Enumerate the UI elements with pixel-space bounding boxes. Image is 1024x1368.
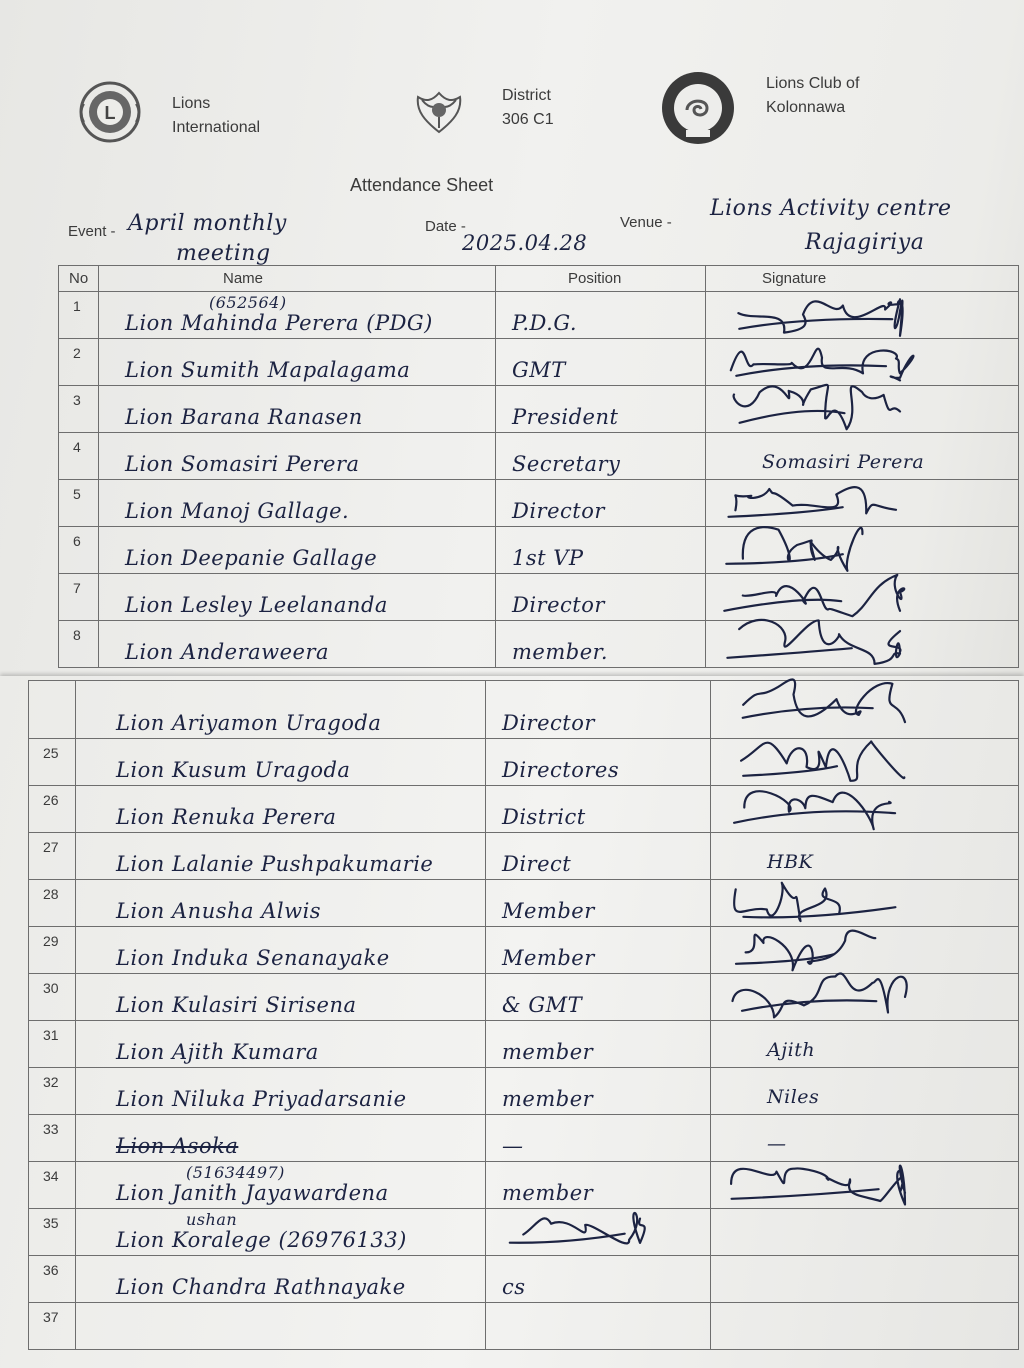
- position-cell: [486, 739, 711, 786]
- row-number: 6: [73, 533, 81, 549]
- name-cell: [76, 833, 486, 880]
- member-name: Lion Manoj Gallage.: [125, 499, 350, 523]
- member-position: Member: [502, 946, 595, 970]
- row-number-cell: [29, 880, 76, 927]
- member-name: Lion Lalanie Pushpakumarie: [116, 852, 434, 876]
- column-header-position: Position: [496, 266, 706, 292]
- signature-stroke: [743, 679, 905, 722]
- signature-stroke: [733, 973, 907, 1017]
- member-name: Lion Lesley Leelananda: [125, 593, 388, 617]
- date-label: Date -: [425, 218, 466, 235]
- name-cell: [99, 339, 496, 386]
- position-cell: [486, 1303, 711, 1350]
- emblem-center: [432, 103, 446, 117]
- row-number: 32: [43, 1074, 59, 1090]
- signature-stroke: [510, 1213, 645, 1243]
- name-cell: [76, 1209, 486, 1256]
- signature-stroke: [734, 791, 895, 829]
- row-number-cell: [59, 621, 99, 668]
- name-cell: [76, 1303, 486, 1350]
- table-row: [29, 786, 1019, 833]
- signature-stroke: [734, 883, 895, 921]
- row-number-cell: [29, 786, 76, 833]
- signature-cell: [711, 1162, 1019, 1209]
- name-cell: [99, 480, 496, 527]
- org3-line2: Kolonnawa: [766, 99, 846, 116]
- row-number: 31: [43, 1027, 59, 1043]
- signature-scribble: [718, 376, 908, 436]
- member-name: Lion Kusum Uragoda: [116, 758, 351, 782]
- member-name: Lion Anderaweera: [125, 640, 330, 664]
- member-position: 1st VP: [512, 546, 584, 570]
- position-cell: [496, 621, 706, 668]
- signature-text: Niles: [767, 1086, 820, 1108]
- table-row: [29, 1256, 1019, 1303]
- member-name: Lion Niluka Priyadarsanie: [116, 1087, 407, 1111]
- row-number-cell: [59, 574, 99, 621]
- row-number-cell: [29, 739, 76, 786]
- signature-scribble: [723, 671, 913, 731]
- table-row: [29, 1209, 1019, 1256]
- row-number-cell: [59, 433, 99, 480]
- row-number-cell: [29, 1162, 76, 1209]
- signature-cell: [711, 1256, 1019, 1303]
- signature-text: —: [767, 1133, 787, 1155]
- member-name: Lion Ariyamon Uragoda: [116, 711, 382, 735]
- position-cell: [486, 974, 711, 1021]
- name-cell: [76, 974, 486, 1021]
- member-position: member: [502, 1087, 594, 1111]
- row-number-cell: [29, 974, 76, 1021]
- table-row: [29, 1068, 1019, 1115]
- member-position: Director: [512, 499, 605, 523]
- row-number: 1: [73, 298, 81, 314]
- member-position: member: [502, 1040, 594, 1064]
- page-title: Attendance Sheet: [350, 175, 494, 195]
- signature-scribble: [723, 1152, 913, 1212]
- position-cell: [486, 1068, 711, 1115]
- signature-stroke: [724, 575, 904, 616]
- position-cell: [486, 1256, 711, 1303]
- venue-label: Venue -: [620, 214, 672, 231]
- org1-line1: Lions: [172, 95, 211, 112]
- row-number-cell: [29, 1021, 76, 1068]
- position-cell: [486, 1209, 711, 1256]
- member-name: Lion Kulasiri Sirisena: [116, 993, 357, 1017]
- row-number: 33: [43, 1121, 59, 1137]
- attendance-table-body-page-2: [29, 681, 1019, 1350]
- name-cell: [76, 1115, 486, 1162]
- signature-cell: [711, 974, 1019, 1021]
- table-row: [59, 621, 1019, 668]
- position-cell: [496, 292, 706, 339]
- lions-club-kolonnawa-logo-icon: [660, 70, 736, 146]
- row-number-cell: [29, 1068, 76, 1115]
- name-cell: [76, 786, 486, 833]
- column-header-no: No: [59, 266, 99, 292]
- club-logo-center: [674, 84, 722, 132]
- event-value-line2: meeting: [176, 241, 271, 266]
- row-number: 28: [43, 886, 59, 902]
- event-label: Event -: [68, 223, 116, 240]
- date-value: 2025.04.28: [462, 231, 588, 255]
- name-cell: [76, 739, 486, 786]
- member-position: District: [502, 805, 586, 829]
- name-cell: [99, 292, 496, 339]
- position-signature-scribble: [498, 1199, 648, 1255]
- row-number: 30: [43, 980, 59, 996]
- name-cell: [99, 527, 496, 574]
- attendance-table-page-1: [58, 265, 1019, 668]
- org1-line2: International: [172, 119, 261, 136]
- row-number: 26: [43, 792, 59, 808]
- position-cell: [486, 833, 711, 880]
- name-cell: [99, 433, 496, 480]
- table-row: [29, 1021, 1019, 1068]
- venue-value-line2: Rajagiriya: [805, 230, 925, 255]
- name-cell: [99, 574, 496, 621]
- position-cell: [496, 433, 706, 480]
- member-name: Lion Asoka: [116, 1134, 239, 1158]
- row-number: 3: [73, 392, 81, 408]
- member-position: Secretary: [512, 452, 621, 476]
- name-cell: [76, 880, 486, 927]
- position-cell: [496, 339, 706, 386]
- member-position: P.D.G.: [512, 311, 578, 335]
- position-cell: [486, 880, 711, 927]
- row-number: 5: [73, 486, 81, 502]
- member-name: Lion Deepanie Gallage: [125, 546, 378, 570]
- position-cell: [496, 574, 706, 621]
- row-number-cell: [59, 386, 99, 433]
- table-row: [29, 974, 1019, 1021]
- signature-text: Somasiri Perera: [762, 451, 925, 473]
- signature-stroke: [727, 620, 900, 664]
- row-number: 8: [73, 627, 81, 643]
- position-cell: [486, 927, 711, 974]
- member-name: Lion Barana Ranasen: [125, 405, 363, 429]
- member-name: Lion Somasiri Perera: [125, 452, 360, 476]
- row-number: 25: [43, 745, 59, 761]
- row-number-cell: [59, 527, 99, 574]
- attendance-table-page-2: [28, 680, 1019, 1350]
- org2-line1: District: [502, 87, 551, 104]
- org2-line2: 306 C1: [502, 111, 554, 128]
- signature-scribble: [718, 611, 908, 671]
- row-number-cell: [59, 292, 99, 339]
- column-header-name: Name: [99, 266, 496, 292]
- position-cell: [486, 681, 711, 739]
- position-cell: [496, 386, 706, 433]
- row-number-cell: [29, 1115, 76, 1162]
- position-cell: [486, 1021, 711, 1068]
- member-position: Member: [502, 899, 595, 923]
- row-number: 27: [43, 839, 59, 855]
- row-number: 29: [43, 933, 59, 949]
- member-name: Lion Renuka Perera: [116, 805, 337, 829]
- name-cell: [76, 1068, 486, 1115]
- member-position: Direct: [502, 852, 572, 876]
- row-number-cell: [29, 1209, 76, 1256]
- member-name: Lion Mahinda Perera (PDG): [125, 311, 433, 335]
- name-annotation: (652564): [209, 293, 287, 312]
- attendance-table-body-page-1: [59, 292, 1019, 668]
- name-cell: [76, 1162, 486, 1209]
- signature-scribble: [723, 776, 913, 836]
- row-number: 37: [43, 1309, 59, 1325]
- signature-stroke: [741, 741, 904, 780]
- signature-stroke: [731, 1166, 905, 1205]
- name-cell: [76, 681, 486, 739]
- member-name: Lion Janith Jayawardena: [116, 1181, 389, 1205]
- name-cell: [99, 621, 496, 668]
- signature-cell: [706, 386, 1019, 433]
- row-number-cell: [29, 927, 76, 974]
- member-position: Directores: [502, 758, 620, 782]
- signature-cell: [711, 1303, 1019, 1350]
- name-cell: [76, 927, 486, 974]
- name-cell: [99, 386, 496, 433]
- member-name: Lion Koralege (26976133): [116, 1228, 407, 1252]
- column-header-signature: Signature: [706, 266, 1019, 292]
- name-annotation: ushan: [186, 1210, 238, 1229]
- signature-cell: [711, 1021, 1019, 1068]
- signature-cell: [711, 1209, 1019, 1256]
- member-position: Director: [512, 593, 605, 617]
- position-cell: [486, 786, 711, 833]
- member-name: Lion Sumith Mapalagama: [125, 358, 411, 382]
- row-number-cell: [29, 1303, 76, 1350]
- signature-cell: [711, 1068, 1019, 1115]
- logo-letter: L: [104, 103, 116, 123]
- member-position: President: [512, 405, 619, 429]
- row-number: 4: [73, 439, 81, 455]
- signature-stroke: [729, 487, 897, 517]
- position-cell: [496, 527, 706, 574]
- name-annotation: (51634497): [186, 1163, 285, 1182]
- org-district: [502, 84, 554, 132]
- member-position: cs: [502, 1275, 526, 1299]
- org-lions-club: [766, 72, 859, 120]
- org-lions-international: [172, 92, 260, 140]
- signature-cell: [706, 621, 1019, 668]
- row-number-cell: [29, 681, 76, 739]
- signature-stroke: [734, 385, 900, 429]
- signature-scribble: [723, 964, 913, 1024]
- club-logo-banner: [686, 130, 710, 137]
- row-number: 34: [43, 1168, 59, 1184]
- member-position: & GMT: [502, 993, 583, 1017]
- member-name: Lion Ajith Kumara: [116, 1040, 319, 1064]
- member-position: —: [502, 1134, 524, 1158]
- row-number-cell: [59, 339, 99, 386]
- name-cell: [76, 1256, 486, 1303]
- event-value-line1: April monthly: [128, 211, 287, 236]
- member-position: member: [502, 1181, 594, 1205]
- venue-value-line1: Lions Activity centre: [710, 196, 952, 221]
- signature-text: Ajith: [767, 1039, 816, 1061]
- row-number-cell: [59, 480, 99, 527]
- org3-line1: Lions Club of: [766, 75, 860, 92]
- lions-international-logo-icon: [78, 80, 142, 144]
- district-emblem-icon: [410, 80, 468, 138]
- row-number-cell: [29, 833, 76, 880]
- member-name: Lion Anusha Alwis: [116, 899, 322, 923]
- row-number: 7: [73, 580, 81, 596]
- name-cell: [76, 1021, 486, 1068]
- member-name: Lion Induka Senanayake: [116, 946, 390, 970]
- table-row: [29, 1303, 1019, 1350]
- member-position: Director: [502, 711, 595, 735]
- table-row: [59, 386, 1019, 433]
- row-number: 35: [43, 1215, 59, 1231]
- position-cell: [496, 480, 706, 527]
- row-number-cell: [29, 1256, 76, 1303]
- member-position: GMT: [512, 358, 566, 382]
- member-name: Lion Chandra Rathnayake: [116, 1275, 406, 1299]
- signature-text: HBK: [767, 851, 814, 873]
- member-position: member.: [512, 640, 609, 664]
- row-number: 2: [73, 345, 81, 361]
- signature-cell: [711, 786, 1019, 833]
- row-number: 36: [43, 1262, 59, 1278]
- position-cell: [486, 1115, 711, 1162]
